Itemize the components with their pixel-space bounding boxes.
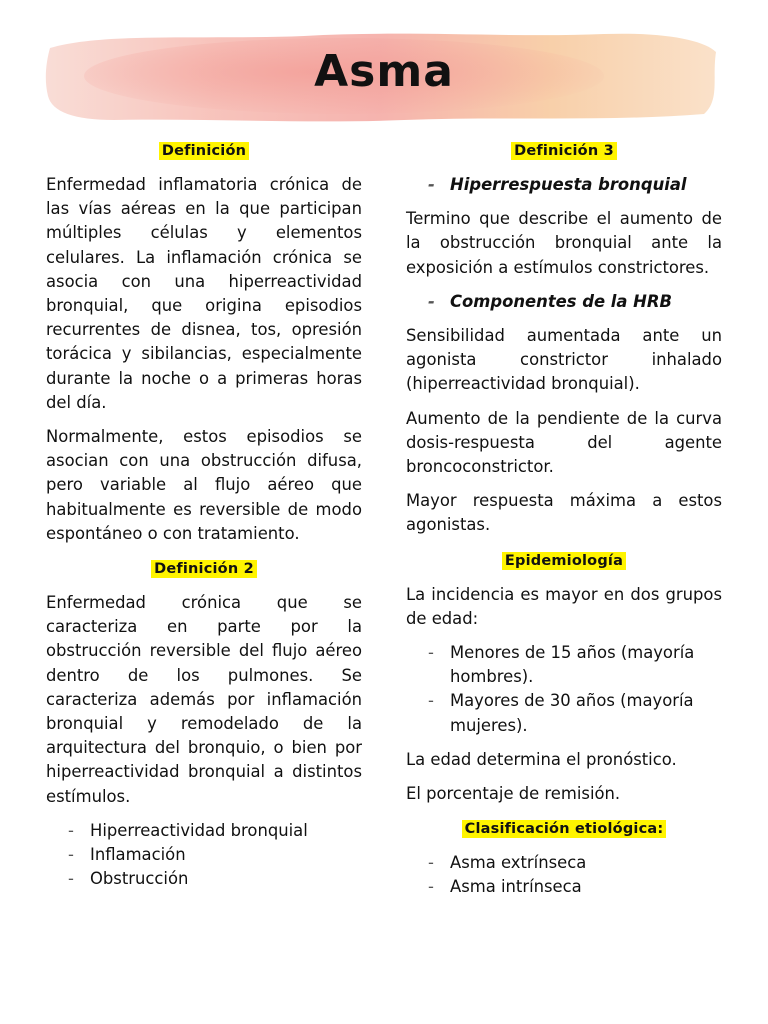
right-column xyxy=(406,138,722,910)
epidemiologia-list xyxy=(406,641,722,738)
clasificacion-list xyxy=(406,851,722,899)
list-item: - Hiperreactividad bronquial xyxy=(68,819,362,843)
heading-highlight: Definición 3 xyxy=(511,142,617,160)
subheading-list-2 xyxy=(406,290,722,314)
definicion-3-heading xyxy=(406,138,722,163)
definicion-3-paragraph-3: Aumento de la pendiente de la curva dosis-respuesta del agente broncoconstrictor. xyxy=(406,408,722,477)
clasificacion-heading xyxy=(406,816,722,841)
heading-highlight: Definición xyxy=(159,142,249,160)
definicion-2-paragraph: Enfermedad crónica que se caracteriza en parte por la obstrucción reversible del flujo aéreo dentro de los pulmones. Se caracteriza además por inflamación bronquial y remodelado de la arquitectura del bronquio, o bien por hiperreactividad bronquial a distintos estímulos. xyxy=(46,593,362,806)
epidemiologia-paragraph-1: La incidencia es mayor en dos grupos de edad: xyxy=(406,584,722,628)
list-item: - Obstrucción xyxy=(68,867,362,891)
definicion-3-paragraph-4: Mayor respuesta máxima a estos agonistas. xyxy=(406,491,722,535)
definicion-heading xyxy=(46,138,362,163)
definicion-paragraph-2: Normalmente, estos episodios se asocian con una obstrucción difusa, pero variable al flujo aéreo que habitualmente es reversible de modo espontáneo o con tratamiento. xyxy=(46,427,362,543)
definicion-3-paragraph-2: Sensibilidad aumentada ante un agonista constrictor inhalado (hiperreactividad bronquial). xyxy=(406,326,722,394)
heading-highlight: Epidemiología xyxy=(502,552,626,570)
definicion-paragraph-1: Enfermedad inflamatoria crónica de las vías aéreas en la que participan múltiples células y elementos celulares. La inflamación crónica se asocia con una hiperreactividad bronquial, que origina episodios recurrentes de disnea, tos, opresión torácica y sibilancias, especialmente durante la noche o a primeras horas del día. xyxy=(46,175,362,412)
epidemiologia-paragraph-2: La edad determina el pronóstico. xyxy=(406,749,677,769)
heading-highlight: Definición 2 xyxy=(151,560,257,578)
epidemiologia-paragraph-3: El porcentaje de remisión. xyxy=(406,784,621,804)
definicion-2-list xyxy=(46,819,362,892)
list-item: - Mayores de 30 años (mayoría mujeres). xyxy=(428,689,722,737)
left-column xyxy=(46,138,362,901)
subheading-componentes: - Componentes de la HRB xyxy=(428,290,722,314)
list-item: - Asma intrínseca xyxy=(428,875,722,899)
definicion-2-heading xyxy=(46,556,362,581)
definicion-3-paragraph-1: Termino que describe el aumento de la obstrucción bronquial ante la exposición a estímulos constrictores. xyxy=(406,209,722,277)
subheading-list-1 xyxy=(406,173,722,197)
page-title: Asma xyxy=(314,46,454,97)
list-item: - Menores de 15 años (mayoría hombres). xyxy=(428,641,722,689)
subheading-hiperrespuesta: - Hiperrespuesta bronquial xyxy=(428,173,722,197)
heading-highlight: Clasificación etiológica: xyxy=(462,820,667,838)
epidemiologia-heading xyxy=(406,548,722,573)
list-item: - Inflamación xyxy=(68,843,362,867)
list-item: - Asma extrínseca xyxy=(428,851,722,875)
